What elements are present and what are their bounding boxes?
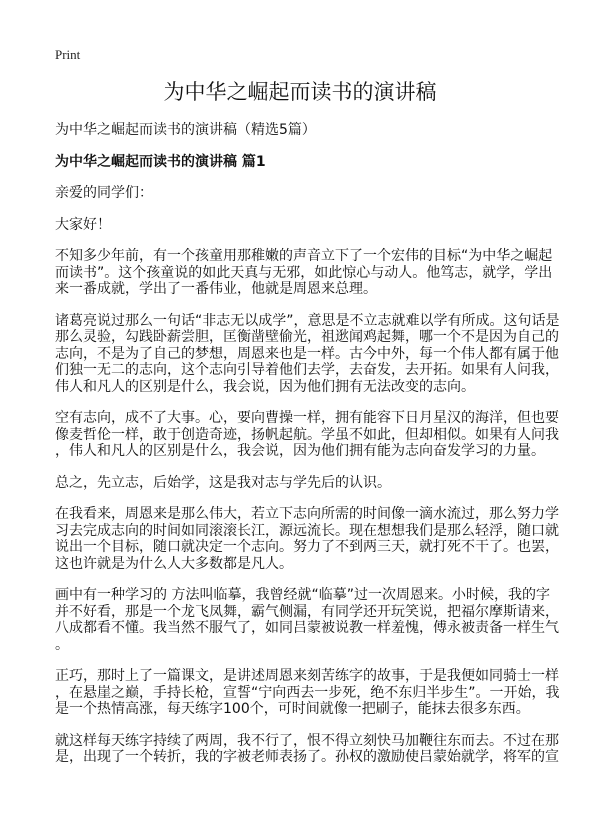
document-title: 为中华之崛起而读书的演讲稿: [163, 80, 437, 104]
paragraph: [55, 312, 560, 396]
salutation: 大家好！: [55, 216, 111, 233]
paragraph: [55, 475, 555, 492]
paragraph-line: 这也许就是为什么人大多数都是凡人。: [55, 555, 293, 572]
paragraph-line: 总之，先立志，后始学，这是我对志与学先后的认识。: [55, 474, 391, 491]
paragraph-line: 而读书”。这个孩童说的如此天真与无邪，如此惊心与动人。他笃志，就学，学出: [55, 264, 553, 281]
paragraph-line: ，伟人和凡人的区别是什么，我会说，因为他们拥有能为志向奋发学习的力量。: [55, 443, 545, 459]
paragraph-line: 志向，不是为了自己的梦想，周恩来也是一样。古今中外，每一个伟人都有属于他: [55, 345, 559, 362]
document-body: [55, 122, 560, 781]
paragraph-line: 说出一个目标，随口就决定一个志向。努力了不到两三天，就打死不干了。也罢，: [55, 539, 559, 555]
paragraph: [55, 248, 555, 298]
paragraph-line: 画中有一种学习的 方法叫临摹，我曾经就“临摹”过一次周恩来。小时候，我的字: [55, 587, 550, 603]
paragraph-line: 像麦哲伦一样，敢于创造奇迹，扬帆起航。学虽不如此，但却相似。如果有人问我: [55, 426, 559, 443]
paragraph-line: 就这样每天练字持续了两周，我不行了，恨不得立刻快马加鞭往东而去。不过在那: [55, 732, 559, 749]
paragraph-line: 并不好看，那是一个龙飞凤舞，霸气侧漏，有同学还开玩笑说，把福尔摩斯请来，: [55, 603, 559, 620]
greeting: 亲爱的同学们：: [55, 185, 153, 201]
paragraph: [55, 506, 559, 572]
paragraph-line: 是，出现了一个转折，我的字被老师表扬了。孙权的激励使吕蒙始就学，将军的宣: [55, 749, 559, 765]
paragraph-line: 诸葛亮说过那么一句话“非志无以成学”，意思是不立志就难以学有所成。这句话是: [55, 312, 560, 329]
paragraph-line: ，在悬崖之巅，手持长枪，宣誓“宁向西去一步死，绝不东归半步生”。一开始，我: [55, 684, 560, 701]
paragraph-line: 是一个热情高涨，每天练字100个，可时间就像一把刷子，能抹去很多东西。: [55, 701, 530, 717]
paragraphs: [55, 248, 560, 766]
paragraph-line: 在我看来，周恩来是那么伟大，若立下志向所需的时间像一滴水流过，那么努力学: [55, 506, 559, 522]
paragraph-line: 们独一无二的志向，这个志向引导着他们去学，去奋发，去开拓。如果有人问我，: [55, 362, 559, 378]
paragraph-line: 正巧，那时上了一篇课文，是讲述周恩来刻苦练字的故事，于是我便如同骑士一样: [55, 668, 559, 684]
paragraph-line: 习去完成志向的时间如同滚滚长江，源远流长。现在想想我们是那么轻浮，随口就: [55, 522, 559, 539]
paragraph-line: 空有志向，成不了大事。心，要向曹操一样，拥有能容下日月星汉的海洋，但也要: [55, 410, 559, 426]
paragraph: [55, 668, 560, 718]
paragraph-line: 那么灵验，勾践卧薪尝胆，匡衡凿壁偷光，祖逖闻鸡起舞，哪一个不是因为自己的: [55, 329, 559, 345]
document-subtitle: 为中华之崛起而读书的演讲稿（精选5篇）: [55, 122, 316, 138]
paragraph-line: 伟人和凡人的区别是什么，我会说，因为他们拥有无法改变的志向。: [55, 378, 475, 395]
paragraph: [55, 587, 559, 653]
paragraph-line: 不知多少年前，有一个孩童用那稚嫩的声音立下了一个宏伟的目标“为中华之崛起: [55, 248, 553, 264]
paragraph: [55, 410, 559, 460]
section-heading: 为中华之崛起而读书的演讲稿 篇1: [55, 153, 266, 170]
paragraph-line: 来一番成就，学出了一番伟业，他就是周恩来总理。: [55, 281, 377, 297]
paragraph: [55, 732, 559, 766]
print-link[interactable]: Print: [55, 47, 81, 62]
paragraph-line: 八成都看不懂。我当然不服气了，如同吕蒙被说教一样羞愧，傅永被责备一样生气: [55, 620, 559, 636]
paragraph-line: 。: [55, 636, 69, 653]
